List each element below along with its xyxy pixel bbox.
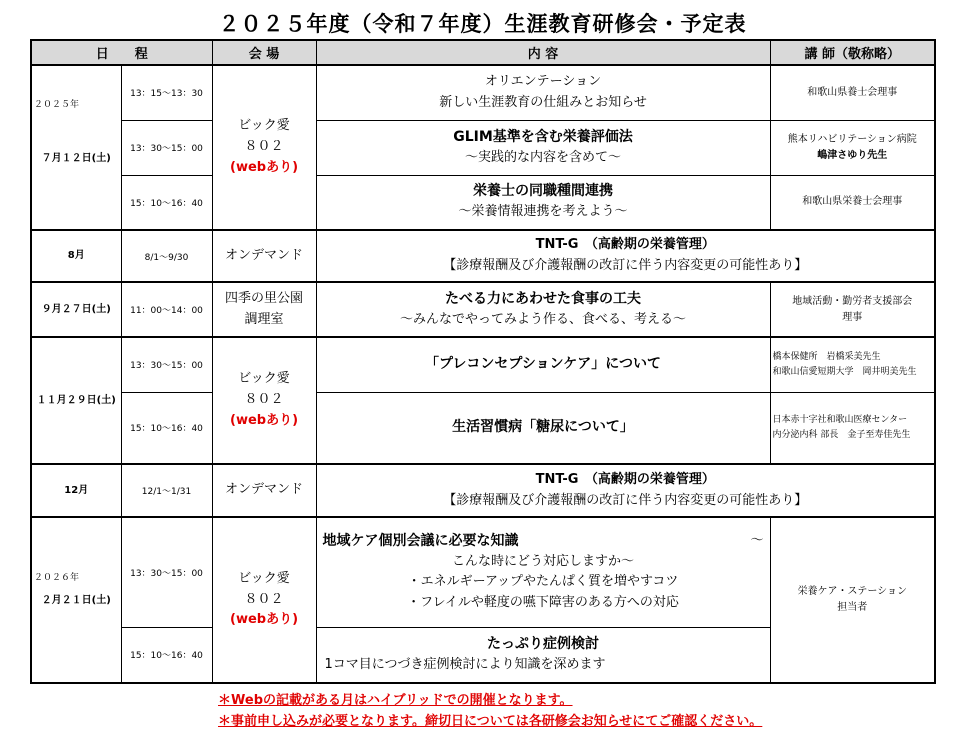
- content-cell: [316, 175, 770, 230]
- venue-name: 四季の里公園: [225, 290, 304, 306]
- table-row: [31, 65, 935, 120]
- lecturer-cell: [770, 282, 935, 337]
- venue-name: ビック愛: [238, 371, 290, 387]
- time-cell: 13：30～15：00: [121, 337, 212, 392]
- date-cell: [31, 337, 121, 464]
- lecturer-cell: [770, 337, 935, 392]
- content-cell: [316, 120, 770, 175]
- lecturer-cell: [770, 120, 935, 175]
- date-label: ２月２１日(土): [41, 595, 111, 606]
- notes: [218, 690, 938, 732]
- header-venue: 会 場: [212, 40, 316, 65]
- content-title: TNT-G （高齢期の栄養管理）: [535, 471, 715, 487]
- page-title: ２０２５年度（令和７年度）生涯教育研修会・予定表: [218, 12, 747, 36]
- lecturer-name: 理事: [842, 311, 863, 323]
- content-bullet: ・エネルギーアップやたんぱく質を増やすコツ: [407, 574, 679, 590]
- note-hybrid: ＊Webの記載がある月はハイブリッドでの開催となります。: [218, 693, 573, 708]
- venue-room: ８０２: [244, 591, 284, 607]
- time-cell: 13：30～15：00: [121, 517, 212, 627]
- lecturer-line: 橋本保健所 岩橋采美先生: [772, 352, 881, 363]
- year-label: ２０２６年: [34, 572, 80, 583]
- lecturer-cell: [770, 517, 935, 683]
- content-bullet: ・フレイルや軽度の嚥下障害のある方への対応: [407, 595, 679, 611]
- venue-cell: [212, 517, 316, 683]
- year-label: ２０２５年: [34, 100, 80, 110]
- date-label: 8月: [67, 250, 85, 262]
- venue-room: ８０２: [244, 392, 284, 408]
- venue-cell: [212, 65, 316, 230]
- content-subtitle: 1コマ目につづき症例検討により知識を深めます: [324, 656, 606, 672]
- date-cell: [31, 65, 121, 230]
- venue-cell: [212, 282, 316, 337]
- date-cell: [31, 230, 121, 282]
- content-title: オリエンテーション: [484, 73, 602, 89]
- content-subtitle: 新しい生涯教育の仕組みとお知らせ: [439, 94, 647, 110]
- table-header-row: [31, 40, 935, 65]
- table-row: [31, 282, 935, 337]
- date-cell: [31, 517, 121, 683]
- lecturer-cell: 和歌山県養士会理事: [770, 65, 935, 120]
- time-cell: 13：15～13：30: [121, 65, 212, 120]
- content-title: TNT-G （高齢期の栄養管理）: [535, 237, 715, 253]
- venue-room: ８０２: [244, 139, 284, 155]
- web-badge: (webあり): [230, 159, 299, 175]
- note-registration: ＊事前申し込みが必要となります。締切日については各研修会お知らせにてご確認ください。: [218, 714, 763, 729]
- lecturer-line: 内分泌内科 部長 金子至寿佳先生: [772, 429, 911, 440]
- venue-name: ビック愛: [238, 118, 290, 134]
- date-label: 12月: [64, 484, 89, 496]
- content-subtitle: 【診療報酬及び介護報酬の改訂に伴う内容変更の可能性あり】: [443, 492, 808, 508]
- table-row: [31, 175, 935, 230]
- content-subtitle: ～栄養情報連携を考えよう～: [458, 204, 628, 220]
- content-title: 地域ケア個別会議に必要な知識: [322, 532, 519, 549]
- lecturer-line: 和歌山信愛短期大学 岡井明美先生: [772, 366, 917, 377]
- lecturer-name: 担当者: [837, 602, 868, 613]
- header-lecturer: 講 師（敬称略）: [770, 40, 935, 65]
- content-subtitle: ～みんなでやってみよう作る、食べる、考える～: [400, 311, 687, 327]
- lecturer-name: 嶋津さゆり先生: [817, 149, 888, 161]
- date-label: ７月１２日(土): [41, 152, 111, 164]
- venue-cell: [212, 337, 316, 464]
- lecturer-org: 栄養ケア・ステーション: [797, 586, 907, 597]
- content-subtitle: 【診療報酬及び介護報酬の改訂に伴う内容変更の可能性あり】: [443, 258, 808, 273]
- web-badge: (webあり): [230, 612, 299, 628]
- date-cell: [31, 282, 121, 337]
- content-cell: [316, 517, 770, 627]
- date-cell: [31, 464, 121, 517]
- content-title: 栄養士の同職種間連携: [473, 183, 614, 200]
- content-title: たっぷり症例検討: [487, 635, 600, 652]
- content-cell: [316, 65, 770, 120]
- time-cell: 15：10～16：40: [121, 627, 212, 683]
- lecturer-line: 日本赤十字社和歌山医療センター: [772, 415, 908, 426]
- lecturer-org: 熊本リハビリテーション病院: [787, 133, 917, 145]
- content-cell: [316, 230, 935, 282]
- time-cell: 15：10～16：40: [121, 392, 212, 464]
- lecturer-org: 地域活動・勤労者支援部会: [792, 295, 913, 307]
- time-cell: 13：30～15：00: [121, 120, 212, 175]
- date-label: １１月２９日(土): [36, 394, 116, 406]
- lecturer-cell: 和歌山県栄養士会理事: [770, 175, 935, 230]
- venue-cell: オンデマンド: [212, 464, 316, 517]
- table-row: [31, 464, 935, 517]
- table-row: [31, 392, 935, 464]
- content-subtitle: こんな時にどう対応しますか～: [452, 553, 635, 569]
- table-row: [31, 230, 935, 282]
- header-content: 内 容: [316, 40, 770, 65]
- content-subtitle: ～実践的な内容を含めて～: [465, 149, 622, 165]
- time-cell: 15：10～16：40: [121, 175, 212, 230]
- content-cell: [316, 282, 770, 337]
- lecturer-cell: [770, 392, 935, 464]
- content-title: 「プレコンセプションケア」について: [424, 356, 662, 373]
- venue-name: ビック愛: [238, 570, 290, 586]
- content-title: たべる力にあわせた食事の工夫: [445, 290, 642, 307]
- venue-cell: オンデマンド: [212, 230, 316, 282]
- date-label: ９月２７日(土): [41, 303, 111, 315]
- table-row: [31, 517, 935, 627]
- content-cell: [316, 464, 935, 517]
- content-tilde: ～: [750, 532, 764, 548]
- header-date: 日 程: [31, 40, 212, 65]
- venue-room: 調理室: [244, 311, 284, 327]
- time-cell: 8/1～9/30: [121, 230, 212, 282]
- content-cell: [316, 627, 770, 683]
- web-badge: (webあり): [230, 412, 299, 428]
- schedule-table: [30, 39, 936, 684]
- content-cell: [316, 337, 770, 392]
- content-title: GLIM基準を含む栄養評価法: [453, 128, 633, 145]
- table-row: [31, 120, 935, 175]
- content-cell: [316, 392, 770, 464]
- content-title: 生活習慣病「糖尿について」: [452, 419, 634, 436]
- time-cell: 11：00～14：00: [121, 282, 212, 337]
- table-row: [31, 337, 935, 392]
- time-cell: 12/1～1/31: [121, 464, 212, 517]
